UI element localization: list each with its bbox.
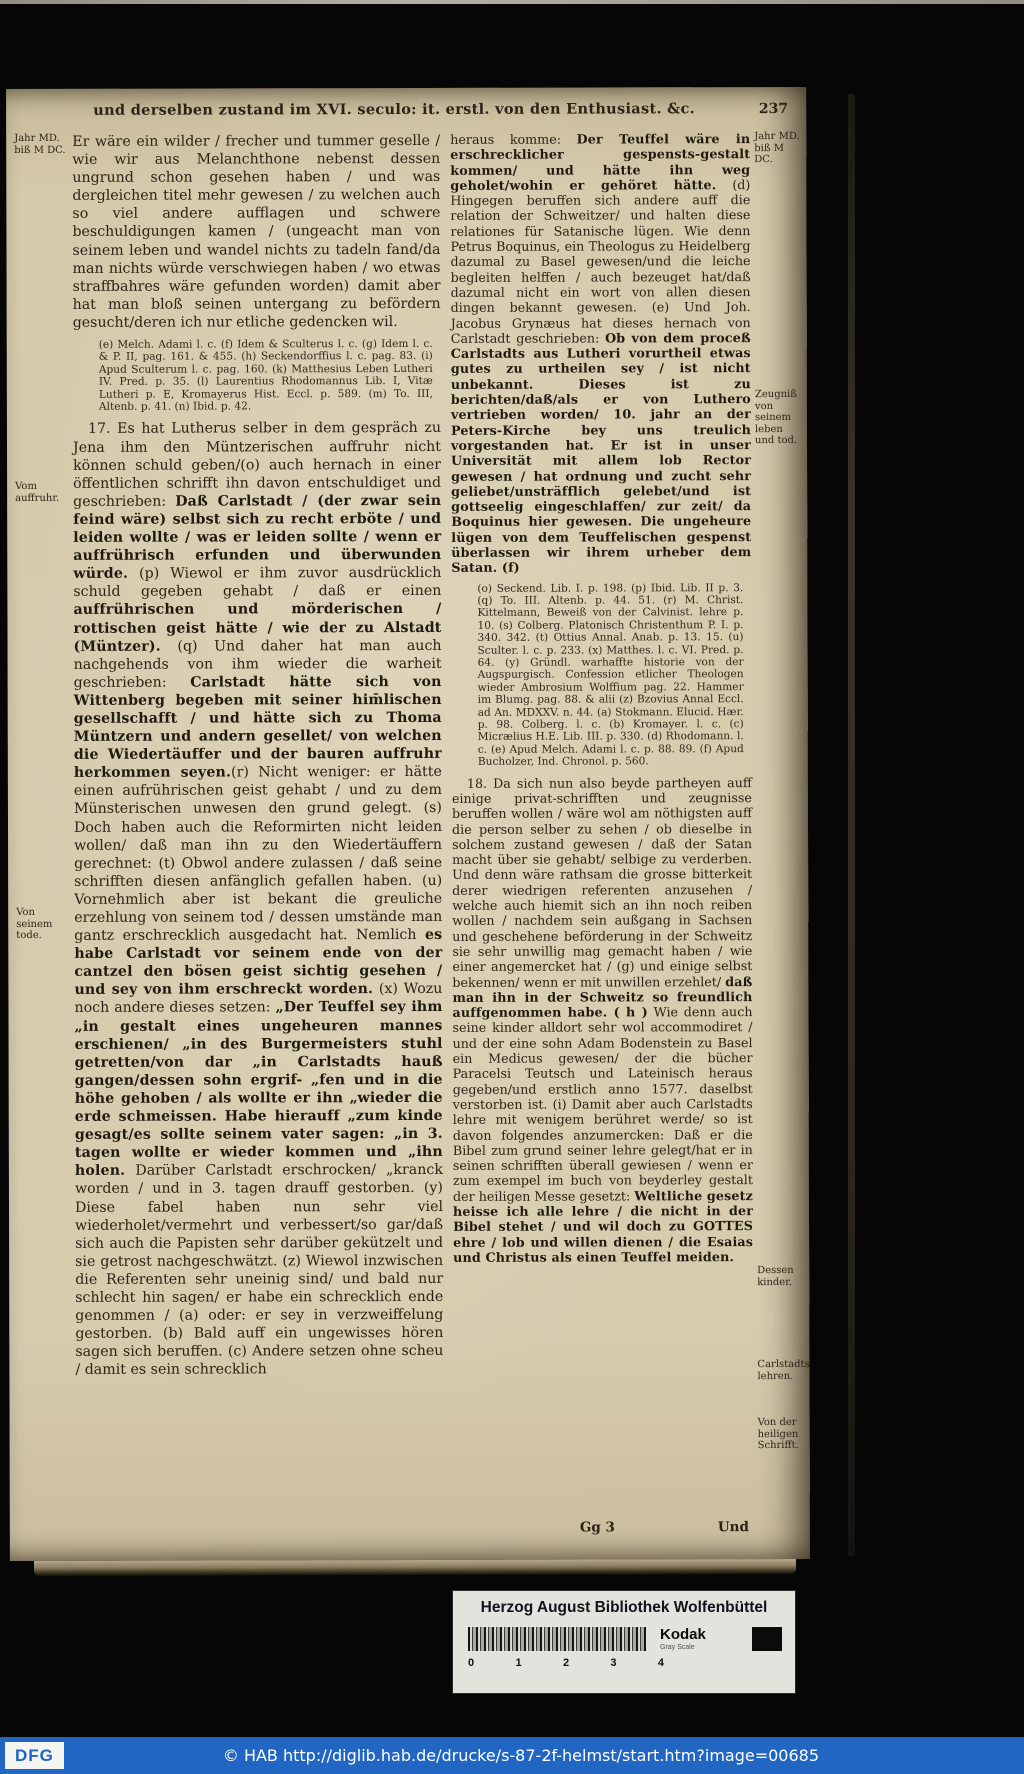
gray-scale-label: Gray Scale <box>660 1644 695 1651</box>
text-run: Weltliche gesetz heisse ich alle lehre / die nicht in der Bibel stehet / und wil doch zu GOTTES ehre / lob und willen dienen / die Esaias und Christus als einen Teuffel meiden. <box>452 1187 754 1265</box>
gray-scale-strip <box>468 1626 782 1652</box>
text-run: Darüber Carlstadt erschrocken/ „kranck worden / und in 3. tagen drauff gestorben. (y) Diese fabel haben nun sehr viel wiederholet/vermehrt und verbessert/so gar/daß sich auch die Papisten sehr darüber gekützelt und sie getrost nachgeschwätzt. (z) Wiewol inzwischen die Referenten sehr uneinig sind/ und bald nur schlecht hin sagen/ er habe ein schrecklich ende genommen / (a) oder: er sey in verzweiffelung gestorben. (b) Bald auff ein ungewisses hören sagen sich beruffen. (c) Andere setzen ohne scheu / damit es sein schrecklich <box>74 1162 444 1379</box>
running-title: und derselben zustand im XVI. seculo: it. erstl. von den Enthusiast. &c. <box>93 100 696 119</box>
margin-note-year-right: Jahr MD. biß M DC. <box>754 130 800 166</box>
text-run: Wie denn auch seine kinder alldort sehr wol accommodiret / und der eine sohn Adam Bodenstein zu Basel ein Medicus gewesen/ der die bücher Paracelsi Teutsch und Lateinisch heraus gegeben/und erstlich anno 1577. daselbst verstorben ist. (i) Damit aber auch Carlstadts lehre mit wenigem berühret werde/ so ist davon folgendes anzumercken: Daß er die Bibel zum grund seiner lehre gelegt/hat er in seinen schrifften überall gewiesen / wenn er zum exempel im buch von beyderley gestalt der heiligen Messe gesetzt: <box>452 1004 753 1204</box>
book-page <box>6 87 810 1561</box>
text-run: daß man ihn in der Schweitz so freundlich auffgenommen habe. ( h ) <box>452 973 753 1021</box>
paragraph-continued: Er wäre ein wilder / frecher und tummer geselle / wie wir aus Melanchthone nebenst dessen ungrund schon gesehen haben / und was dergleichen titel mehr gewesen / zu welchen auch so viel andere aufflagen und schwere beschuldigungen kamen / (ungeacht man von seinem leben und wandel nichts zu tadeln fand/da man nichts würde verschwiegen haben / wo etwas straffbahres wäre gefunden worden) damit aber hat man bloß seinen untergang zu befördern gesucht/deren ich nur etliche gedencken wil. <box>72 132 441 331</box>
margin-note-auffruhr: Vom auffruhr. <box>15 480 60 504</box>
text-run: (q) Und daher hat man auch nachgehends von ihm wieder die warheit geschrieben: <box>73 637 442 691</box>
text-run: Daß Carlstadt / (der zwar sein feind wäre) selbst sich zu recht erböte / und leiden wollte / was er leiden sollte / wenn er auffrührisch erfunden und überwunden würde. <box>73 492 442 583</box>
margin-note-tode: Von seinem tode. <box>16 906 53 942</box>
scan-top-edge <box>0 0 1024 4</box>
scale-number-2: 2 <box>562 1657 570 1669</box>
margin-note-year-left: Jahr MD. biß M DC. <box>14 132 66 156</box>
library-name: Herzog August Bibliothek Wolfenbüttel <box>480 1599 768 1616</box>
kodak-logo <box>660 1627 706 1651</box>
scale-number-0: 0 <box>468 1657 475 1669</box>
scale-number-4: 4 <box>657 1657 664 1669</box>
margin-note-kinder: Dessen kinder. <box>757 1264 794 1288</box>
text-run: „Der Teuffel sey ihm „in gestalt eines ungeheuren mannes erschienen/ „in des Burgermeisters stuhl getretten/von dar „in Carlstadts hauß gangen/dessen sohn ergrif- „fen und in die höhe gehoben / als wollte er ihn „wieder die erde schmeissen. Habe hierauff „zum kinde gesagt/es sollte seinem vater sagen: „in 3. tagen wollte er wieder kommen und „ihn holen. <box>74 999 443 1180</box>
dfg-logo: DFG <box>5 1742 64 1769</box>
column-right <box>450 131 753 1268</box>
scale-numbers <box>468 1657 664 1669</box>
gray-scale-bars <box>468 1627 646 1651</box>
signature-mark: Gg 3 <box>579 1519 615 1536</box>
column-left <box>72 132 443 1382</box>
text-run: auffrührischen und mörderischen / rottischen geist hätte / wie der zu Alstadt (Müntzer). <box>73 601 442 655</box>
catchword: Und <box>717 1519 749 1536</box>
text-run: Ob von dem proceß Carlstadts aus Lutheri vorurtheil etwas gutes zu urtheilen sey / ist nicht unbekannt. Dieses ist zu berichten/daß/als er von Luthero vertrieben worden/ 10. jahr an der Peters-Kirche bey uns treulich vorgestanden hat. Er ist in unser Universität mit allem lob Rector gewesen / hat ordnung und zucht sehr geliebet/unsträfflich gelebet/und ist gottseelig eingeschlaffen/ zur zeit/ da Boquinus hier gewesen. Die ungeheure lügen von dem Teuffelischen gespenst überlassen wir ihrem urheber dem Satan. (f) <box>450 329 752 576</box>
margin-note-zeugniss: Zeugniß von seinem leben und tod. <box>754 388 798 447</box>
copyright-url[interactable]: © HAB http://diglib.hab.de/drucke/s-87-2f-helmst/start.htm?image=00685 <box>222 1746 820 1765</box>
text-run: (p) Wiewol er ihm zuvor ausdrücklich schuld gegeben gehabt / daß er einen <box>73 565 442 601</box>
margin-note-lehren: Carlstadts lehren. <box>757 1358 810 1382</box>
library-label <box>452 1590 796 1694</box>
book-fore-edge <box>848 94 855 1556</box>
text-run: (d) Hingegen beruffen sich andere auff die relation der Schweitzer/ und halten diese relationes für Satanische lügen. Wie denn Petrus Boquinus, ein Theologus zu Heidelberg dazumal zu Basel gewesen/und die leiche begleiten helffen / auch bezeuget hat/daß dazumal nicht ein wort von allen diesen dingen bekannt gewesen. (e) Und Joh. Jacobus Grynæus hat dieses hernach von Carlstadt geschrieben: <box>450 176 751 346</box>
paragraph-17 <box>73 419 444 1379</box>
page-bottom-edge <box>34 1559 796 1576</box>
text-run: (x) Wozu noch andere dieses setzen: <box>74 981 443 1017</box>
text-run: es habe Carlstadt vor seinem ende von der cantzel den bösen geist sichtig gesehen / und sey von ihm erschreckt worden. <box>74 927 443 999</box>
digitization-footer <box>0 1737 1024 1774</box>
black-calibration-patch <box>752 1627 782 1651</box>
text-run: 18. Da sich nun also beyde partheyen auff einige privat-schrifften und zeugnisse beruffen wollen / wäre wol am nöthigsten auff die person selber zu sehen / ob dieselbe in solchem zustand gewesen / daß der Satan macht über sie gehabt/ selbige zu verderben. Und denn wäre rathsam die grosse bitterkeit derer wiedrigen referenten anzusehen / welche auch hiemit sich an ihn noch reiben wollen / nachdem sein außgang in Sachsen und geschehene beförderung in der Schweitz sie sehr unwillig mag gemacht haben / wie einer angemercket hat / (g) und einige selbst bekennen/ wenn er mit unwillen erzehlet/ <box>451 774 753 990</box>
text-run: heraus komme: <box>450 131 577 147</box>
margin-note-schrifft: Von der heiligen Schrifft. <box>757 1416 799 1452</box>
footnote-block-left: (e) Melch. Adami l. c. (f) Idem & Sculterus l. c. (g) Idem l. c. & P. II, pag. 161. & 455. (h) Seckendorffius l. c. pag. 83. (i) Apud Sculterum l. c. pag. 160. (k) Matthesius Leben Lutheri IV. Pred. p. 35. (l) Laurentius Rhodomannus Lib. I, Vitæ Lutheri p. E, Kromayerus Hist. Eccl. p. 589. (m) To. III, Altenb. p. 41. (n) Ibid. p. 42. <box>98 337 433 413</box>
kodak-wordmark: Kodak <box>660 1626 706 1643</box>
scale-number-3: 3 <box>610 1657 617 1669</box>
text-run: Carlstadt hätte sich von Wittenberg begeben mit seiner him̄lischen gesellschafft / und hätte sich zu Thoma Müntzern und andern gesellet/ von welchen die Wiedertäuffer und der bauren auffruhr herkommen seyen. <box>73 673 442 782</box>
paragraph-continuation-right <box>450 131 751 575</box>
scale-number-1: 1 <box>515 1657 522 1669</box>
paragraph-18 <box>452 775 753 1265</box>
text-run: 17. Es hat Lutherus selber in dem gespräch zu Jena ihm den Müntzerischen auffruhr nicht können schuld geben/(o) auch hernach in einer öffentlichen schrifft ihn davon entschuldiget und geschrieben: <box>72 420 442 510</box>
footnote-block-right: (o) Seckend. Lib. I. p. 198. (p) Ibid. Lib. II p. 3. (q) To. III. Altenb. p. 44. 51. (r) M. Christ. Kittelmann, Beweiß von der Calvinist. lehre p. 10. (s) Colberg. Platonisch Christenthum P. I. p. 340. 342. (t) Ottius Annal. Anab. p. 13. 15. (u) Sculter. l. c. p. 233. (x) Matthes. l. c. VI. Pred. p. 64. (y) Gründl. warhaffte historie von der Augspurgisch. Confession etlicher Theologen wieder Ambrosium Wolffium pag. 22. Hammer im Blumg. pag. 88. & alii (z) Bzovius Annal Eccl. ad An. MDXXV. n. 44. (a) Stokmann. Elucid. Hær. p. 98. Colberg. l. c. (b) Kromayer. l. c. (c) Micrælius H.E. Lib. III. p. 330. (d) Rhodomann. l. c. (e) Apud Melch. Adami l. c. p. 88. 89. (f) Apud Bucholzer, Ind. Chronol. p. 560. <box>477 581 744 769</box>
page-number: 237 <box>758 101 789 118</box>
text-run: (r) Nicht weniger: er hätte einen aufrührischen geist gehabt / und zu dem Münsterischen unwesen den grund gelegt. (s) Doch haben auch die Reformirten nicht leiden wollen/ daß man ihn zu den Wiedertäuffern gerechnet: (t) Obwol andere zulassen / daß seine schrifften diesen anfänglich gefallen haben. (u) Vornehmlich aber ist bekant die greuliche erzehlung von seinem tod / dessen umstände man gantz erschrecklich ausgedacht hat. Nemlich <box>73 764 443 944</box>
text-run: Der Teuffel wäre in erschrecklicher gespensts-gestalt kommen/ und hätte ihn weg geholet/wohin er gehöret hätte. <box>450 131 751 193</box>
